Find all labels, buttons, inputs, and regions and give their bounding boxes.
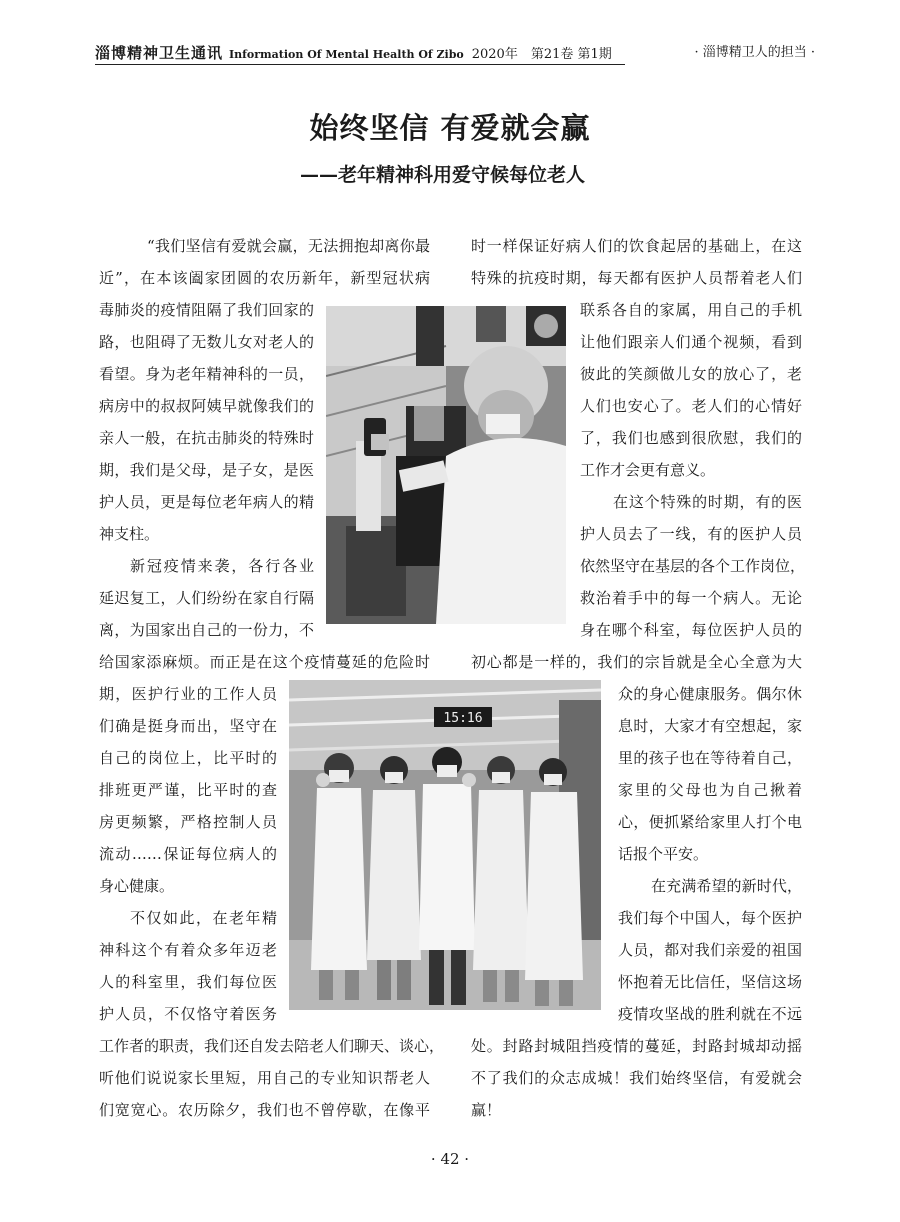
section-name: · 淄博精卫人的担当 · (694, 45, 815, 60)
text-line: 病房中的叔叔阿姨早就像我们的 (99, 397, 314, 415)
text-line: 家里的父母也为自己揪着 (618, 781, 802, 799)
text-line: 话报个平安。 (618, 845, 709, 863)
text-line: 了，我们也感到很欣慰，我们的 (580, 429, 802, 447)
text-line: 路，也阻碍了无数儿女对老人的 (99, 333, 314, 351)
text-line: 期，医护行业的工作人员 (99, 685, 277, 703)
text-line: 新冠疫情来袭，各行各业 (130, 557, 314, 575)
text-line: 延迟复工，人们纷纷在家自行隔 (99, 589, 314, 607)
text-line: 自己的岗位上，比平时的 (99, 749, 277, 767)
text-line: 时一样保证好病人们的饮食起居的基础上，在这 (471, 237, 802, 255)
text-line: 毒肺炎的疫情阻隔了我们回家的 (99, 301, 314, 319)
text-line: 亲人一般，在抗击肺炎的特殊时 (99, 429, 314, 447)
article-title: 始终坚信 有爱就会赢 (309, 111, 591, 145)
text-line: 不了我们的众志成城！我们始终坚信，有爱就会 (471, 1069, 802, 1087)
running-header (95, 44, 625, 65)
text-line: 依然坚守在基层的各个工作岗位， (580, 557, 806, 575)
text-line: 给国家添麻烦。而正是在这个疫情蔓延的危险时 (99, 653, 430, 671)
text-line: 我们每个中国人，每个医护 (618, 909, 802, 927)
text-line: 房更频繁，严格控制人员 (99, 813, 277, 831)
text-line: 神科这个有着众多年迈老 (99, 941, 277, 959)
text-line: 们宽宽心。农历除夕，我们也不曾停歇，在像平 (99, 1101, 430, 1119)
photo-nurse-video-call-illustration (326, 306, 566, 624)
article-subtitle: ——老年精神科用爱守候每位老人 (300, 164, 586, 186)
text-line: 彼此的笑颜做儿女的放心了，老 (580, 365, 802, 383)
journal-english-name: Information Of Mental Health Of Zibo (229, 48, 464, 61)
text-line: 人员，都对我们亲爱的祖国 (618, 941, 802, 959)
text-line: 在这个特殊的时期，有的医 (613, 493, 802, 511)
text-line: 让他们跟亲人们通个视频，看到 (580, 333, 802, 351)
text-line: 救治着手中的每一个病人。无论 (580, 589, 802, 607)
photo-medical-staff-group-illustration (289, 680, 601, 1010)
text-line: “我们坚信有爱就会赢，无法拥抱却离你最 (147, 237, 430, 255)
issue-info: 2020年 第21卷 第1期 (471, 47, 612, 62)
text-line: 初心都是一样的，我们的宗旨就是全心全意为大 (471, 653, 802, 671)
text-line: 神支柱。 (99, 525, 160, 543)
text-line: 流动……保证每位病人的 (99, 845, 277, 863)
wall-clock-display: 15:16 (443, 711, 483, 726)
text-line: 特殊的抗疫时期，每天都有医护人员帮着老人们 (471, 269, 802, 287)
text-line: 怀抱着无比信任，坚信这场 (618, 973, 802, 991)
photo-medical-staff-group (289, 680, 601, 1010)
journal-name: 淄博精神卫生通讯 (95, 44, 224, 62)
text-line: 听他们说说家长里短，用自己的专业知识帮老人 (99, 1069, 430, 1087)
text-line: 疫情攻坚战的胜利就在不远 (618, 1005, 802, 1023)
text-line: 排班更严谨，比平时的查 (99, 781, 277, 799)
page-number: · 42 · (430, 1150, 470, 1168)
text-line: 护人员，更是每位老年病人的精 (99, 493, 314, 511)
text-line: 工作者的职责，我们还自发去陪老人们聊天、谈心， (99, 1037, 445, 1055)
text-line: 人们也安心了。老人们的心情好 (580, 397, 802, 415)
text-line: 看望。身为老年精神科的一员， (99, 365, 314, 383)
text-line: 身心健康。 (99, 877, 175, 895)
text-line: 赢！ (471, 1101, 502, 1119)
text-line: 们确是挺身而出，坚守在 (99, 717, 277, 735)
text-line: 工作才会更有意义。 (580, 461, 716, 479)
text-line: 息时，大家才有空想起，家 (618, 717, 802, 735)
text-line: 不仅如此，在老年精 (130, 909, 277, 927)
text-line: 近”，在本该阖家团圆的农历新年，新型冠状病 (99, 269, 430, 287)
photo-nurse-video-call (326, 306, 566, 624)
text-line: 身在哪个科室，每位医护人员的 (580, 621, 802, 639)
text-line: 心，便抓紧给家里人打个电 (618, 813, 802, 831)
text-line: 众的身心健康服务。偶尔休 (618, 685, 802, 703)
text-line: 护人员去了一线，有的医护人员 (580, 525, 802, 543)
text-line: 里的孩子也在等待着自己， (618, 749, 802, 767)
text-line: 期，我们是父母，是子女，是医 (99, 461, 314, 479)
text-line: 在充满希望的新时代， (651, 877, 802, 895)
text-line: 护人员，不仅恪守着医务 (99, 1005, 277, 1023)
text-line: 联系各自的家属，用自己的手机 (580, 301, 802, 319)
text-line: 人的科室里，我们每位医 (99, 973, 277, 991)
text-line: 离，为国家出自己的一份力，不 (99, 621, 314, 639)
text-line: 处。封路封城阻挡疫情的蔓延，封路封城却动摇 (471, 1037, 802, 1055)
